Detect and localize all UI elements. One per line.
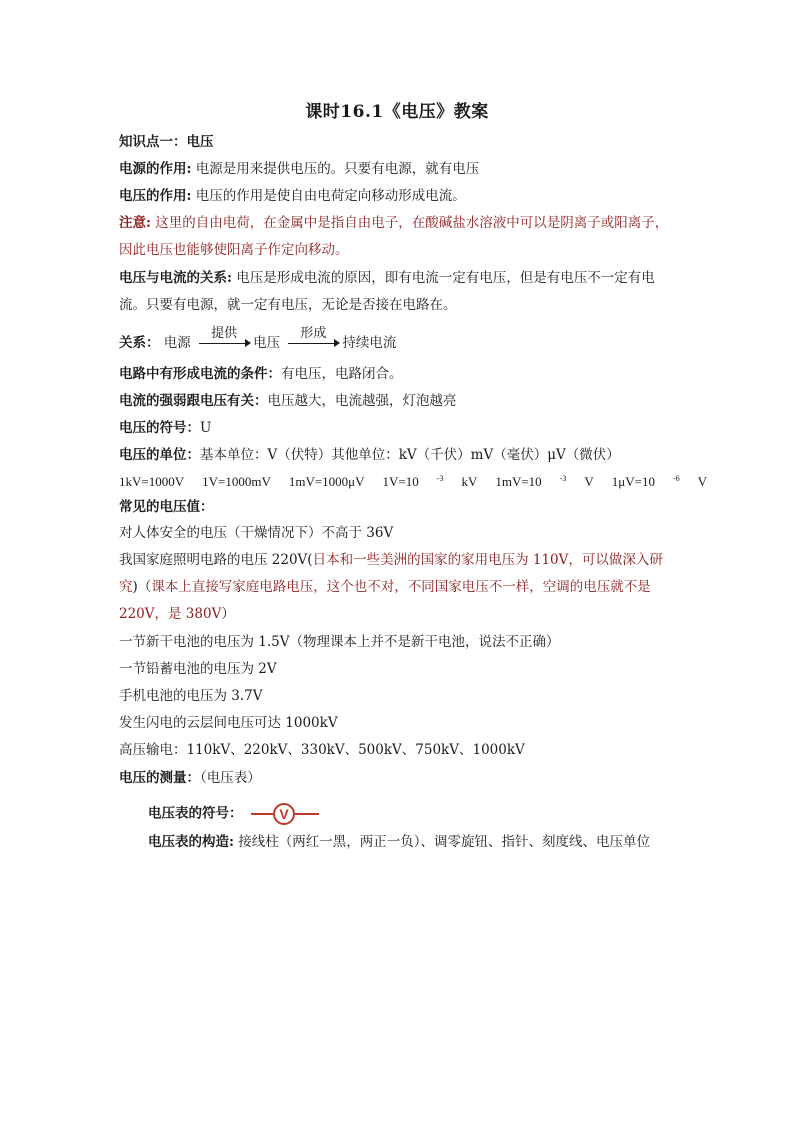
- para-measure: [119, 769, 261, 787]
- term-label: 电压表的构造:: [148, 834, 234, 850]
- arrow-form: [284, 326, 342, 352]
- para-symbol: [119, 419, 211, 437]
- arrow-label: 形成: [300, 326, 327, 341]
- page-title: 课时16.1《电压》教案: [305, 102, 489, 122]
- home-text: ）: [221, 606, 235, 622]
- para-home-voltage-1: [119, 551, 663, 569]
- chain-node-voltage: 电压: [253, 335, 281, 351]
- para-high-voltage: 高压输电：110kV、220kV、330kV、500kV、750kV、1000kV: [119, 742, 525, 758]
- para-lightning: 发生闪电的云层间电压可达 1000kV: [119, 715, 338, 731]
- term-label: 电压与电流的关系:: [119, 270, 232, 286]
- conversion-item: 1mV=10 $^{-3}$ V: [495, 473, 594, 489]
- term-text: U: [200, 420, 212, 436]
- home-text: 我国家庭照明电路的电压 220V(: [119, 552, 313, 568]
- conversion-item: 1V=10 $^{-3}$ kV: [382, 473, 478, 489]
- term-label: 电压表的符号：: [148, 805, 243, 822]
- term-label: 电压的测量：: [119, 770, 200, 786]
- term-text: 电压是形成电流的原因，即有电流一定有电压，但是有电压不一定有电: [231, 270, 655, 286]
- arrow-label: 提供: [211, 326, 238, 341]
- conversion-item: 1V=1000mV: [202, 474, 271, 489]
- term-label: 电压的符号：: [119, 420, 200, 436]
- note-line-1: [119, 214, 668, 232]
- note-line-2: 因此电压也能够使阳离子作定向移动。: [119, 242, 349, 258]
- term-text: 电压越大，电流越强，灯泡越亮: [267, 393, 457, 409]
- para-strength: [119, 392, 457, 410]
- para-condition: [119, 365, 403, 383]
- para-meter-symbol: [148, 802, 321, 826]
- term-text: 接线柱（两红一黑，两正一负）、调零旋钮、指针、刻度线、电压单位: [233, 834, 651, 850]
- term-text: 电源是用来提供电压的。只要有电源，就有电压: [191, 161, 480, 177]
- unit-conversions: [119, 473, 725, 491]
- term-text: 基本单位：V（伏特）其他单位：kV（千伏）mV（毫伏）μV（微伏）: [200, 447, 620, 463]
- para-relation-2: 流。只要有电源，就一定有电压，无论是否接在电路在。: [119, 297, 457, 313]
- arrow-head-icon: [334, 339, 340, 347]
- section-heading-kp1: 知识点一：电压: [119, 134, 214, 150]
- conversion-item: 1kV=1000V: [119, 474, 185, 489]
- para-lead-battery: 一节铅蓄电池的电压为 2V: [119, 661, 277, 677]
- para-phone-battery: 手机电池的电压为 3.7V: [119, 688, 263, 704]
- conversion-item: 1mV=1000μV: [288, 474, 365, 489]
- para-home-voltage-3: [119, 605, 235, 623]
- home-text: )（: [132, 579, 152, 595]
- arrow-head-icon: [245, 339, 251, 347]
- arrow-provide: [195, 326, 253, 352]
- relation-chain: [119, 326, 397, 352]
- para-safe-voltage: 对人体安全的电压（干燥情况下）不高于 36V: [119, 525, 394, 541]
- voltmeter-letter: V: [279, 806, 289, 822]
- term-label: 电流的强弱跟电压有关：: [119, 393, 268, 409]
- term-text: 有电压，电路闭合。: [281, 366, 403, 382]
- chain-node-source: 电源: [163, 335, 191, 351]
- home-note: 220V，是 380V: [119, 606, 222, 622]
- home-note: 课本上直接写家庭电路电压，这个也不对，不同国家电压不一样，空调的电压就不是: [151, 579, 651, 595]
- para-meter-build: [148, 833, 650, 851]
- chain-node-current: 持续电流: [342, 335, 397, 351]
- term-label: 电路中有形成电流的条件：: [119, 366, 281, 382]
- home-note: 究: [119, 579, 133, 595]
- para-source: [119, 160, 479, 178]
- term-label: 电压的单位：: [119, 447, 200, 463]
- term-text: 电压的作用是使自由电荷定向移动形成电流。: [191, 188, 466, 204]
- para-home-voltage-2: [119, 578, 651, 596]
- term-label: 电压的作用:: [119, 188, 192, 204]
- para-unit: [119, 446, 620, 464]
- conversion-item: 1μV=10 $^{-6}$ V: [611, 473, 708, 489]
- home-note: 日本和一些美洲的国家的家用电压为 110V，可以做深入研: [312, 552, 663, 568]
- note-label: 注意:: [119, 215, 151, 231]
- voltmeter-symbol-icon: [249, 802, 321, 826]
- para-dry-battery: 一节新干电池的电压为 1.5V（物理课本上并不是新干电池，说法不正确）: [119, 634, 560, 650]
- chain-label: 关系：: [119, 335, 160, 351]
- section-heading-common: 常见的电压值：: [119, 499, 214, 515]
- term-text: （电压表）: [200, 770, 261, 786]
- note-text: 这里的自由电荷，在金属中是指自由电子，在酸碱盐水溶液中可以是阴离子或阳离子，: [150, 215, 669, 231]
- para-relation-1: [119, 269, 655, 287]
- term-label: 电源的作用:: [119, 161, 192, 177]
- para-voltage-role: [119, 187, 466, 205]
